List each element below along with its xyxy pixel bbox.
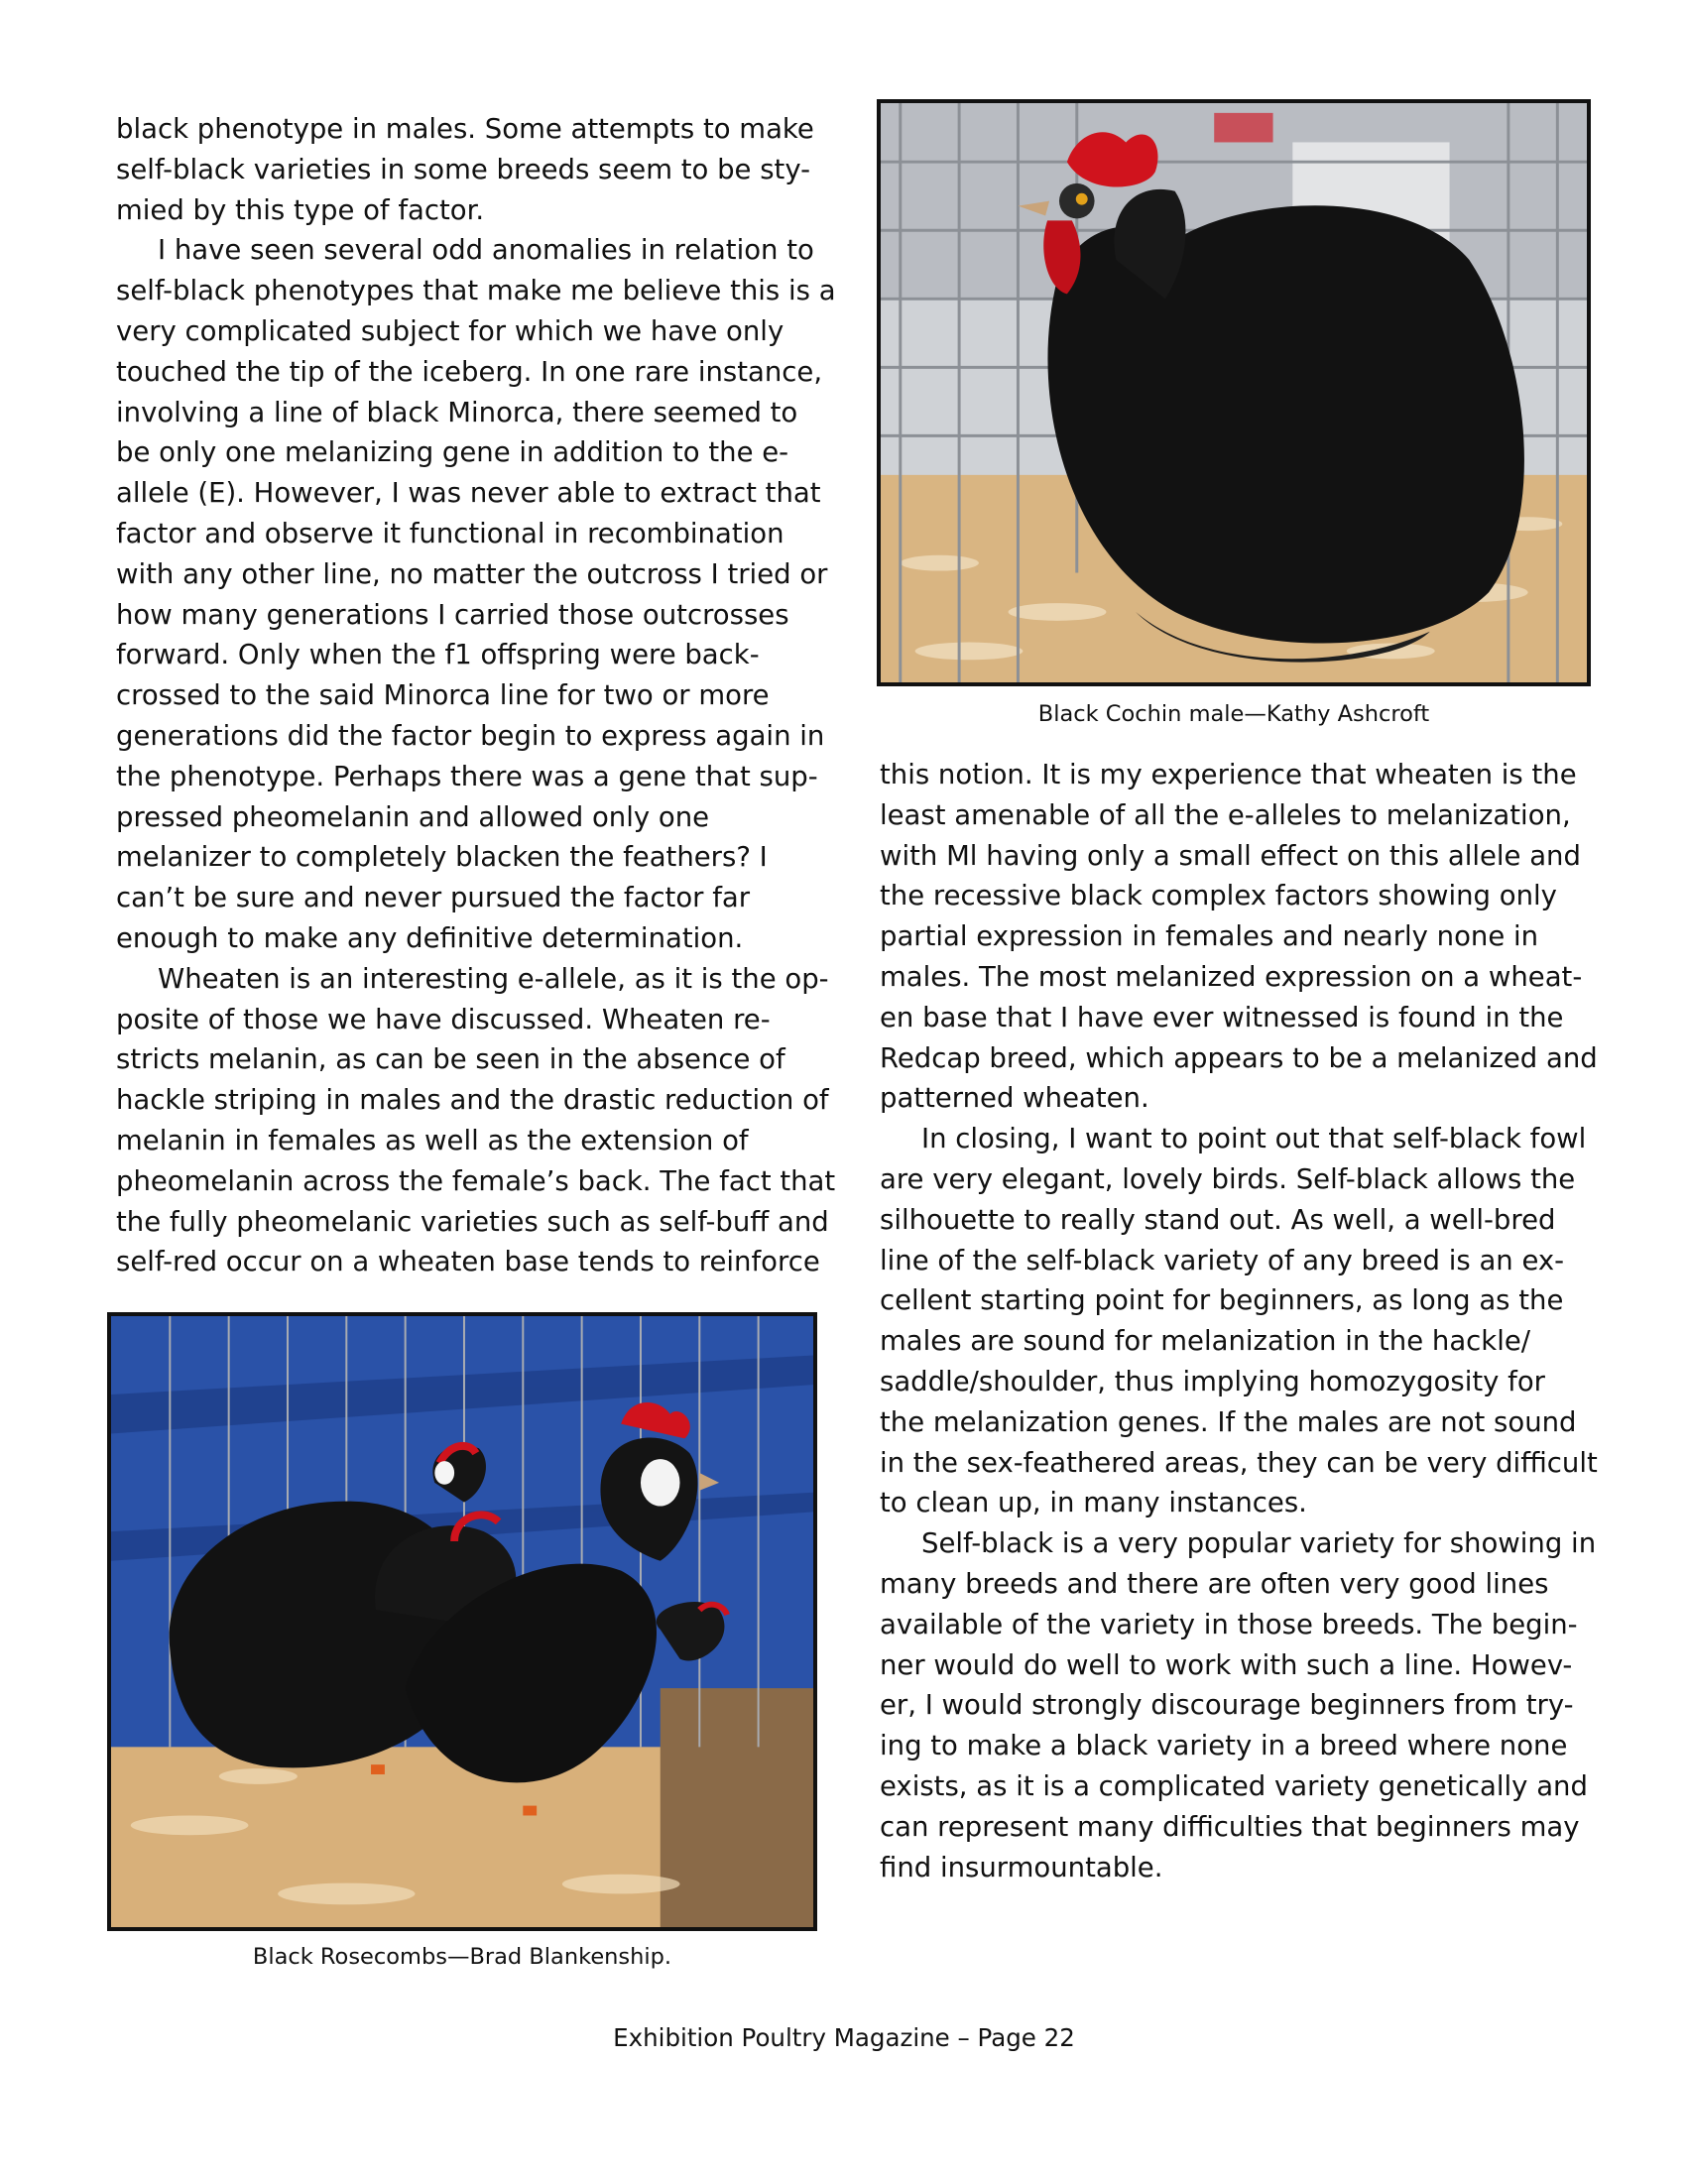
text-line: least amenable of all the e-alleles to melanization, — [880, 798, 1571, 831]
text-line: with Ml having only a small effect on this allele and — [880, 839, 1581, 872]
black-rosecombs-photo — [107, 1312, 817, 1931]
text-line: involving a line of black Minorca, there seemed to — [116, 396, 798, 428]
text-line: posite of those we have discussed. Wheaten re- — [116, 1003, 771, 1035]
text-line: this notion. It is my experience that wheaten is the — [880, 759, 1577, 790]
rosecombs-caption: Black Rosecombs—Brad Blankenship. — [252, 1944, 672, 1970]
page-footer: Exhibition Poultry Magazine – Page 22 — [613, 2023, 1075, 2052]
text-line: mied by this type of factor. — [116, 193, 485, 226]
black-rosecombs-icon — [111, 1316, 813, 1927]
text-line: er, I would strongly discourage beginners from try- — [880, 1689, 1574, 1722]
text-line: stricts melanin, as can be seen in the absence of — [116, 1043, 785, 1076]
text-line: black phenotype in males. Some attempts to make — [116, 113, 814, 145]
text-line: Self-black is a very popular variety for showing in — [921, 1527, 1597, 1560]
text-line: be only one melanizing gene in addition to the e- — [116, 436, 789, 469]
text-line: Redcap breed, which appears to be a melanized and — [880, 1041, 1598, 1074]
text-line: factor and observe it functional in recombination — [116, 517, 784, 549]
text-line: touched the tip of the iceberg. In one rare instance, — [116, 355, 823, 388]
text-line: self-black phenotypes that make me believe this is a — [116, 275, 836, 307]
text-line: in the sex-feathered areas, they can be very difficult — [880, 1446, 1598, 1479]
text-line: males. The most melanized expression on a wheat- — [880, 960, 1583, 993]
left-text-column — [116, 109, 836, 1282]
text-line: cellent starting point for beginners, as long as the — [880, 1284, 1564, 1317]
text-line: melanizer to completely blacken the feathers? I — [116, 841, 768, 874]
text-line: very complicated subject for which we have only — [116, 314, 784, 347]
text-line: en base that I have ever witnessed is found in the — [880, 1001, 1564, 1033]
text-line: forward. Only when the f1 offspring were back- — [116, 639, 760, 671]
text-line: the phenotype. Perhaps there was a gene that sup- — [116, 760, 818, 792]
text-line: In closing, I want to point out that self-black fowl — [921, 1123, 1587, 1155]
text-line: exists, as it is a complicated variety genetically and — [880, 1769, 1588, 1802]
text-line: saddle/shoulder, thus implying homozygosity for — [880, 1365, 1545, 1397]
text-line: pressed pheomelanin and allowed only one — [116, 800, 710, 833]
text-line: how many generations I carried those outcrosses — [116, 598, 789, 631]
text-line: with any other line, no matter the outcross I tried or — [116, 557, 828, 590]
text-line: available of the variety in those breeds. The begin- — [880, 1608, 1578, 1640]
text-line: find insurmountable. — [880, 1851, 1163, 1883]
text-line: many breeds and there are often very good lines — [880, 1567, 1549, 1600]
cochin-caption: Black Cochin male—Kathy Ashcroft — [1037, 701, 1430, 727]
text-line: hackle striping in males and the drastic reduction of — [116, 1084, 829, 1117]
text-line: ing to make a black variety in a breed where none — [880, 1730, 1568, 1762]
text-line: are very elegant, lovely birds. Self-black allows the — [880, 1162, 1576, 1195]
text-line: self-black varieties in some breeds seem to be sty- — [116, 153, 811, 185]
text-line: I have seen several odd anomalies in relation to — [158, 234, 814, 267]
text-line: partial expression in females and nearly none in — [880, 920, 1539, 953]
text-line: can’t be sure and never pursued the factor far — [116, 882, 751, 914]
text-line: pheomelanin across the female’s back. The fact that — [116, 1164, 836, 1197]
text-line: patterned wheaten. — [880, 1082, 1149, 1115]
text-line: silhouette to really stand out. As well, a well-bred — [880, 1203, 1556, 1236]
text-line: generations did the factor begin to express again in — [116, 719, 825, 752]
right-text-column — [880, 755, 1598, 1887]
text-line: melanin in females as well as the extension of — [116, 1124, 749, 1156]
text-line: ner would do well to work with such a line. Howev- — [880, 1648, 1573, 1681]
text-line: line of the self-black variety of any breed is an ex- — [880, 1244, 1565, 1276]
text-line: the recessive black complex factors showing only — [880, 880, 1557, 912]
text-line: enough to make any definitive determination. — [116, 921, 744, 954]
text-line: Wheaten is an interesting e-allele, as it is the op- — [158, 962, 829, 995]
text-line: can represent many difficulties that beginners may — [880, 1810, 1580, 1843]
text-line: the melanization genes. If the males are not sound — [880, 1405, 1577, 1438]
text-line: self-red occur on a wheaten base tends to reinforce — [116, 1246, 820, 1278]
text-line: the fully pheomelanic varieties such as self-buff and — [116, 1205, 829, 1238]
text-line: allele (E). However, I was never able to extract that — [116, 477, 821, 510]
text-line: males are sound for melanization in the hackle/ — [880, 1325, 1531, 1358]
text-line: crossed to the said Minorca line for two or more — [116, 679, 770, 712]
black-cochin-rooster-icon — [881, 103, 1587, 682]
black-cochin-photo — [877, 99, 1591, 686]
text-line: to clean up, in many instances. — [880, 1487, 1307, 1519]
